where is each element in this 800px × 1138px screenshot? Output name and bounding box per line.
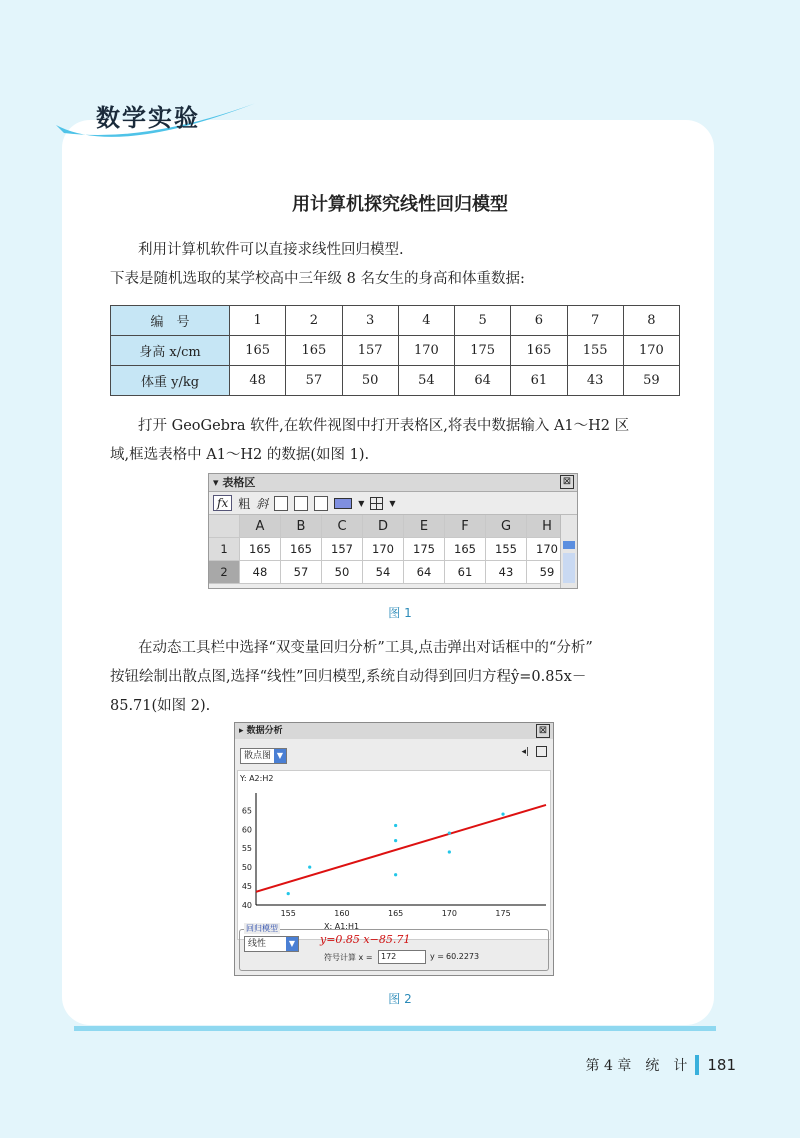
intro-paragraph bbox=[110, 236, 690, 294]
y-tick-label: 65 bbox=[241, 806, 252, 816]
table-cell: 6 bbox=[511, 306, 567, 336]
italic-button[interactable]: 斜 bbox=[256, 496, 269, 511]
column-header[interactable]: E bbox=[404, 515, 445, 538]
section-title: 数学实验 bbox=[96, 104, 200, 132]
article-title: 用计算机探究线性回归模型 bbox=[292, 194, 508, 215]
spreadsheet-cell[interactable]: 50 bbox=[322, 561, 363, 584]
align-center-icon[interactable] bbox=[294, 496, 308, 511]
column-header[interactable]: G bbox=[486, 515, 527, 538]
data-table bbox=[110, 305, 680, 396]
scroll-thumb[interactable] bbox=[563, 553, 575, 583]
y-tick-label: 50 bbox=[241, 863, 252, 873]
table-cell: 3 bbox=[342, 306, 398, 336]
y-label: y = bbox=[430, 952, 444, 961]
data-table-row bbox=[111, 366, 680, 396]
spreadsheet-title-bar bbox=[209, 474, 577, 492]
table-cell: 61 bbox=[511, 366, 567, 396]
fill-dropdown-icon[interactable]: ▼ bbox=[358, 498, 365, 508]
scatter-point bbox=[501, 813, 504, 816]
scatter-plot-svg bbox=[238, 771, 550, 939]
table-cell: 5 bbox=[455, 306, 511, 336]
table-cell: 7 bbox=[567, 306, 623, 336]
spreadsheet-cell[interactable]: 165 bbox=[281, 538, 322, 561]
figure-2-caption: 图 2 bbox=[388, 992, 412, 1006]
table-cell: 170 bbox=[623, 336, 679, 366]
plot-type-select[interactable] bbox=[240, 748, 287, 764]
regression-line bbox=[256, 805, 546, 892]
align-right-icon[interactable] bbox=[314, 496, 328, 511]
fx-button[interactable]: fx bbox=[213, 495, 232, 511]
para2-line-2: 域,框选表格中 A1～H2 的数据(如图 1). bbox=[110, 447, 370, 463]
paragraph-2 bbox=[110, 412, 690, 470]
footer-divider bbox=[74, 1026, 716, 1031]
table-cell: 8 bbox=[623, 306, 679, 336]
scatter-point bbox=[308, 866, 311, 869]
column-header[interactable]: A bbox=[240, 515, 281, 538]
plot-type-value: 散点图 bbox=[244, 751, 272, 761]
spreadsheet-cell[interactable]: 54 bbox=[363, 561, 404, 584]
table-cell: 64 bbox=[455, 366, 511, 396]
x-tick-label: 175 bbox=[495, 909, 511, 918]
symbolic-calc-label: 符号计算 x = bbox=[324, 953, 373, 962]
figure-1-caption: 图 1 bbox=[388, 606, 412, 620]
spreadsheet-cell[interactable]: 155 bbox=[486, 538, 527, 561]
expand-triangle-icon[interactable]: ▸ bbox=[239, 726, 244, 736]
table-cell: 57 bbox=[286, 366, 342, 396]
grid-corner bbox=[209, 515, 240, 538]
collapse-triangle-icon[interactable]: ▾ bbox=[213, 476, 219, 489]
x-tick-label: 170 bbox=[441, 909, 457, 918]
table-cell: 155 bbox=[567, 336, 623, 366]
spreadsheet-cell[interactable]: 170 bbox=[527, 538, 568, 561]
y-tick-label: 60 bbox=[241, 825, 252, 835]
bold-button[interactable]: 粗 bbox=[238, 496, 251, 511]
scatter-point bbox=[287, 892, 290, 895]
scatter-point bbox=[394, 839, 397, 842]
spreadsheet-cell[interactable]: 165 bbox=[445, 538, 486, 561]
fill-color-icon[interactable] bbox=[334, 498, 352, 509]
chapter-label: 第 4 章 统 计 bbox=[585, 1058, 688, 1074]
data-table-row bbox=[111, 336, 680, 366]
para3-line-1: 在动态工具栏中选择“双变量回归分析”工具,点击弹出对话框中的“分析” bbox=[138, 640, 593, 656]
spreadsheet-cell[interactable]: 59 bbox=[527, 561, 568, 584]
y-tick-label: 55 bbox=[241, 844, 252, 854]
x-input-field[interactable]: 172 bbox=[378, 950, 426, 964]
y-result: 60.2273 bbox=[446, 952, 480, 961]
table-cell: 59 bbox=[623, 366, 679, 396]
border-grid-icon[interactable] bbox=[370, 497, 383, 510]
spreadsheet-cell[interactable]: 48 bbox=[240, 561, 281, 584]
row-label: 编 号 bbox=[111, 306, 230, 336]
y-axis-label: Y: A2:H2 bbox=[240, 774, 274, 783]
paragraph-3 bbox=[110, 634, 690, 721]
data-analysis-panel bbox=[234, 722, 554, 976]
column-header[interactable]: F bbox=[445, 515, 486, 538]
scatter-point bbox=[448, 850, 451, 853]
table-cell: 175 bbox=[455, 336, 511, 366]
model-legend: 回归模型 bbox=[246, 924, 278, 933]
data-analysis-title: 数据分析 bbox=[246, 726, 283, 736]
table-cell: 54 bbox=[398, 366, 454, 396]
back-arrow-icon[interactable]: ◂| bbox=[521, 747, 529, 757]
close-icon[interactable]: ⊠ bbox=[560, 475, 574, 489]
table-cell: 165 bbox=[230, 336, 286, 366]
table-cell: 43 bbox=[567, 366, 623, 396]
column-header-row bbox=[209, 515, 577, 538]
scatter-point bbox=[394, 873, 397, 876]
row-header[interactable]: 2 bbox=[209, 561, 240, 584]
model-type-select[interactable] bbox=[244, 936, 299, 952]
table-cell: 157 bbox=[342, 336, 398, 366]
spreadsheet-cell[interactable]: 64 bbox=[404, 561, 445, 584]
table-cell: 48 bbox=[230, 366, 286, 396]
y-tick-label: 45 bbox=[241, 882, 252, 892]
chevron-down-icon: ▼ bbox=[274, 749, 286, 763]
column-header[interactable]: C bbox=[322, 515, 363, 538]
spreadsheet-cell[interactable]: 61 bbox=[445, 561, 486, 584]
table-cell: 165 bbox=[286, 336, 342, 366]
spreadsheet-row bbox=[209, 538, 577, 561]
scatter-point bbox=[394, 824, 397, 827]
row-header[interactable]: 1 bbox=[209, 538, 240, 561]
y-tick-label: 40 bbox=[241, 901, 252, 910]
spreadsheet-toolbar bbox=[209, 492, 577, 515]
column-header[interactable]: D bbox=[363, 515, 404, 538]
close-icon[interactable]: ⊠ bbox=[536, 724, 550, 738]
scatter-point bbox=[448, 831, 451, 834]
table-cell: 4 bbox=[398, 306, 454, 336]
para3-line-2: 按钮绘制出散点图,选择“线性”回归模型,系统自动得到回归方程ŷ=0.85x－ bbox=[110, 669, 587, 685]
table-cell: 2 bbox=[286, 306, 342, 336]
spreadsheet-row bbox=[209, 561, 577, 584]
scroll-up-arrow-icon[interactable] bbox=[563, 541, 575, 549]
table-cell: 165 bbox=[511, 336, 567, 366]
footer-bar bbox=[695, 1055, 699, 1075]
data-analysis-title-bar bbox=[235, 723, 553, 739]
intro-line-2: 下表是随机选取的某学校高中三年级 8 名女生的身高和体重数据: bbox=[110, 271, 525, 287]
spreadsheet-title: 表格区 bbox=[222, 476, 256, 489]
x-axis-label: X: A1:H1 bbox=[324, 922, 360, 931]
align-left-icon[interactable] bbox=[274, 496, 288, 511]
spreadsheet-cell[interactable]: 165 bbox=[240, 538, 281, 561]
spreadsheet-cell[interactable]: 57 bbox=[281, 561, 322, 584]
row-label: 体重 y/kg bbox=[111, 366, 230, 396]
x-tick-label: 165 bbox=[387, 909, 404, 918]
table-cell: 1 bbox=[230, 306, 286, 336]
row-label: 身高 x/cm bbox=[111, 336, 230, 366]
x-tick-label: 155 bbox=[280, 909, 296, 918]
page-number: 181 bbox=[707, 1056, 736, 1074]
spreadsheet-cell[interactable]: 157 bbox=[322, 538, 363, 561]
model-type-value: 线性 bbox=[248, 939, 267, 949]
regression-equation: y=0.85 x−85.71 bbox=[320, 933, 411, 946]
spreadsheet-grid bbox=[209, 515, 577, 584]
table-cell: 50 bbox=[342, 366, 398, 396]
spreadsheet-cell[interactable]: 175 bbox=[404, 538, 445, 561]
export-icon[interactable] bbox=[536, 746, 547, 757]
x-tick-label: 160 bbox=[334, 909, 350, 918]
border-dropdown-icon[interactable]: ▼ bbox=[389, 498, 396, 508]
chevron-down-icon: ▼ bbox=[286, 937, 298, 951]
para3-line-3: 85.71(如图 2). bbox=[110, 698, 211, 714]
page-footer bbox=[586, 1055, 736, 1075]
data-table-row bbox=[111, 306, 680, 336]
table-cell: 170 bbox=[398, 336, 454, 366]
column-header[interactable]: B bbox=[281, 515, 322, 538]
column-header[interactable]: H bbox=[527, 515, 568, 538]
vertical-scrollbar[interactable] bbox=[560, 515, 577, 589]
intro-line-1: 利用计算机软件可以直接求线性回归模型. bbox=[138, 242, 404, 258]
spreadsheet-cell[interactable]: 43 bbox=[486, 561, 527, 584]
para2-line-1: 打开 GeoGebra 软件,在软件视图中打开表格区,将表中数据输入 A1～H2 区 bbox=[138, 418, 630, 434]
spreadsheet-cell[interactable]: 170 bbox=[363, 538, 404, 561]
scatter-plot bbox=[237, 770, 551, 940]
spreadsheet-panel bbox=[208, 473, 578, 589]
